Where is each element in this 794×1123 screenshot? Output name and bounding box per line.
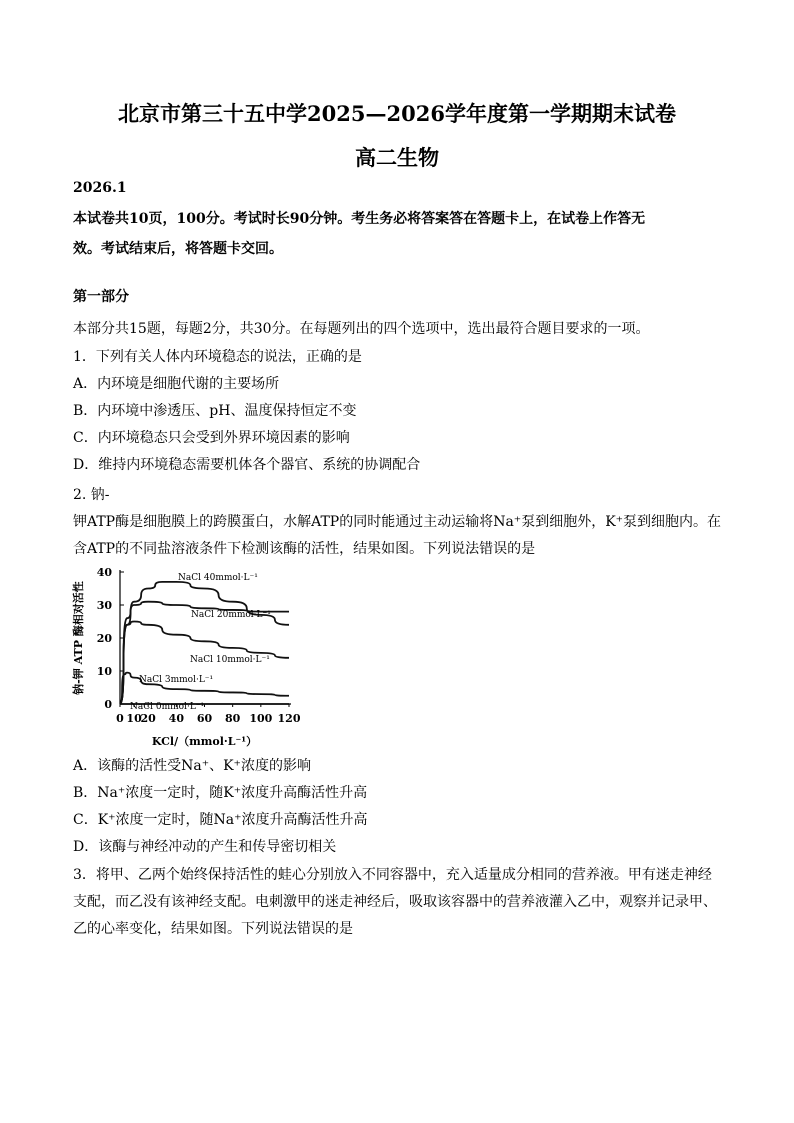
x-tick-label: 120 bbox=[277, 712, 301, 725]
q2-stem-line-3: 含ATP的不同盐溶液条件下检测该酶的活性，结果如图。下列说法错误的是 bbox=[73, 541, 536, 557]
q3-stem-line-1: 3．将甲、乙两个始终保持活性的蛙心分别放入不同容器中，充入适量成分相同的营养液。甲有迷走神经 bbox=[73, 867, 712, 883]
x-tick-label: 0 bbox=[116, 712, 124, 725]
y-tick-label: 20 bbox=[96, 632, 112, 645]
notice-line-2: 效。考试结束后，将答题卡交回。 bbox=[73, 241, 283, 257]
x-axis-label: KCl/（mmol·L⁻¹） bbox=[151, 735, 258, 748]
page-subtitle: 高二生物 bbox=[355, 145, 439, 170]
series-label: NaCl 20mmol·L⁻¹ bbox=[191, 610, 271, 620]
q2-stem-line-1: 2. 钠- bbox=[73, 487, 110, 503]
notice-line-1: 本试卷共10页，100分。考试时长90分钟。考生务必将答案答在答题卡上，在试卷上作答无 bbox=[73, 211, 646, 227]
y-tick-label: 40 bbox=[96, 566, 112, 579]
y-tick-label: 0 bbox=[104, 698, 112, 711]
exam-date: 2026.1 bbox=[73, 180, 127, 196]
q2-stem-line-2: 钾ATP酶是细胞膜上的跨膜蛋白，水解ATP的同时能通过主动运输将Na⁺泵到细胞外，K⁺泵到细胞内。在 bbox=[73, 514, 722, 530]
y-tick-label: 30 bbox=[96, 599, 112, 612]
x-tick-label: 20 bbox=[140, 712, 156, 725]
x-tick-label: 80 bbox=[225, 712, 241, 725]
q1-option-c: C．内环境稳态只会受到外界环境因素的影响 bbox=[73, 430, 350, 446]
y-axis-label: 钠-钾 ATP 酶相对活性 bbox=[72, 581, 85, 695]
x-tick-label: 60 bbox=[196, 712, 213, 725]
enzyme-activity-chart bbox=[68, 562, 308, 750]
q1-option-a: A．内环境是细胞代谢的主要场所 bbox=[73, 376, 280, 392]
series-label: NaCl 3mmol·L⁻¹ bbox=[139, 675, 214, 685]
q2-option-c: C．K⁺浓度一定时，随Na⁺浓度升高酶活性升高 bbox=[73, 812, 368, 828]
page-title: 北京市第三十五中学2025—2026学年度第一学期期末试卷 bbox=[118, 101, 676, 126]
q1-stem: 1．下列有关人体内环境稳态的说法，正确的是 bbox=[73, 349, 362, 365]
q2-option-b: B．Na⁺浓度一定时，随K⁺浓度升高酶活性升高 bbox=[73, 785, 368, 801]
y-tick-label: 10 bbox=[96, 665, 112, 678]
q2-option-a: A．该酶的活性受Na⁺、K⁺浓度的影响 bbox=[73, 758, 311, 774]
part-heading: 第一部分 bbox=[73, 289, 129, 305]
x-tick-label: 10 bbox=[126, 712, 142, 725]
series-label: NaCl 40mmol·L⁻¹ bbox=[178, 573, 258, 583]
series-label: NaCl 0mmol·L⁻¹ bbox=[130, 702, 205, 712]
part-instructions: 本部分共15题，每题2分，共30分。在每题列出的四个选项中，选出最符合题目要求的一项。 bbox=[73, 321, 650, 337]
q2-option-d: D．该酶与神经冲动的产生和传导密切相关 bbox=[73, 839, 337, 855]
q3-stem-line-2: 支配，而乙没有该神经支配。电刺激甲的迷走神经后，吸取该容器中的营养液灌入乙中，观察并记录甲、 bbox=[73, 894, 717, 910]
x-tick-label: 100 bbox=[249, 712, 273, 725]
series-line bbox=[120, 582, 289, 704]
q1-option-b: B．内环境中渗透压、pH、温度保持恒定不变 bbox=[73, 403, 357, 419]
x-tick-label: 40 bbox=[168, 712, 184, 725]
q3-stem-line-3: 乙的心率变化，结果如图。下列说法错误的是 bbox=[73, 921, 353, 937]
series-label: NaCl 10mmol·L⁻¹ bbox=[190, 655, 270, 665]
q1-option-d: D．维持内环境稳态需要机体各个器官、系统的协调配合 bbox=[73, 457, 421, 473]
